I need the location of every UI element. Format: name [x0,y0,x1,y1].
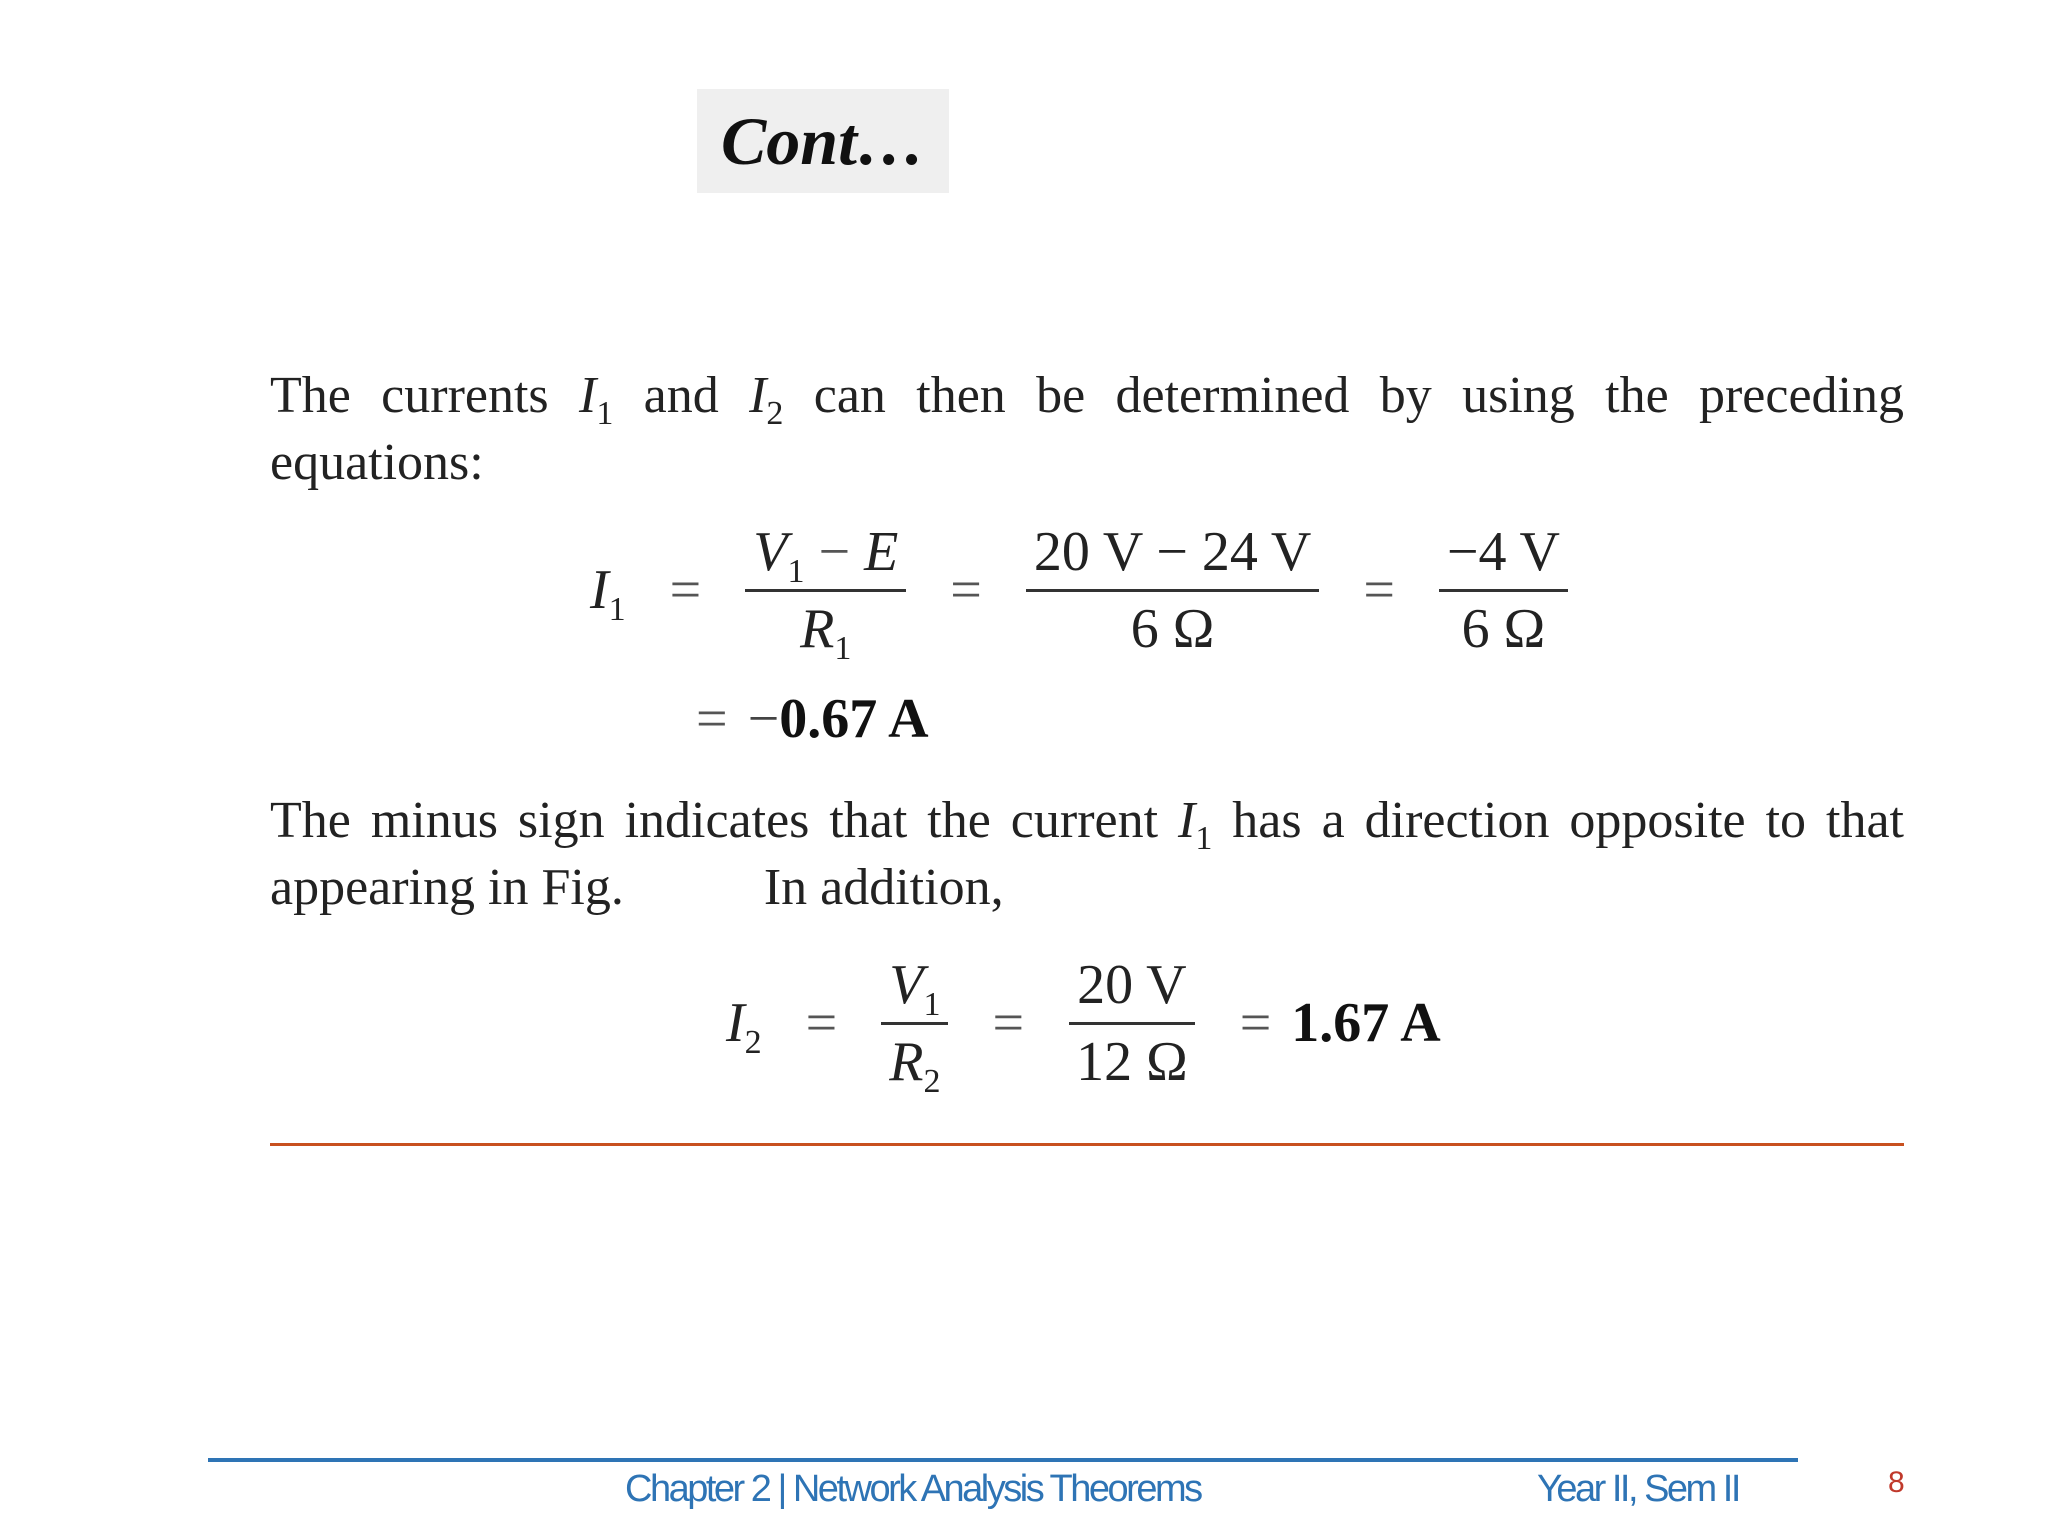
eq1-result-equals: = [696,688,728,750]
eq1-frac2-numerator: 20 V − 24 V [1026,521,1319,592]
para2-text-b: has a direction opposite to that appearing in Fig. [270,792,1904,916]
equation-i2 [726,948,1441,1098]
eq1-equals-1: = [669,559,702,621]
eq1-equals-2: = [950,559,982,621]
eq1-frac3-numerator: −4 V [1439,521,1568,592]
eq1-frac3-denominator: 6 Ω [1461,597,1546,660]
equation-i1-result [676,684,929,754]
eq1-fraction-simplified [1439,521,1568,660]
eq2-fraction-symbolic [881,953,948,1100]
para1-text-b: and [613,367,750,424]
eq1-fraction-numeric [1026,521,1319,660]
var-i2: $I_2$ [749,367,784,432]
eq2-lhs: $I_2$ [726,992,762,1061]
eq1-equals-3: = [1363,559,1395,621]
eq2-frac2-numerator: 20 V [1069,954,1194,1025]
eq2-equals-2: = [992,992,1025,1054]
eq2-equals-1: = [805,992,838,1054]
eq2-frac1-denominator: $R_2$ [889,1030,941,1100]
eq1-frac1-denominator: $R_1$ [800,597,852,667]
footer-divider [208,1458,1798,1462]
eq2-fraction-numeric [1068,954,1196,1093]
eq2-equals-3: = [1239,992,1272,1054]
footer-chapter: Chapter 2 | Network Analysis Theorems [625,1468,1201,1510]
slide-title: Cont… [697,89,949,193]
eq2-frac1-numerator: $V_1$ [881,954,948,1025]
eq2-result-value: 1.67 A [1291,992,1441,1054]
footer-term: Year II, Sem II [1537,1468,1739,1510]
paragraph-minus-sign [270,787,1904,921]
equation-i1 [590,515,1592,665]
para1-text-c: can then be determined by using the preceding equations: [270,367,1904,491]
eq1-frac1-numerator: $V_1 - E$ [745,521,906,592]
eq1-fraction-symbolic [745,520,906,667]
page-number: 8 [1888,1466,1905,1499]
var-i1-ref: $I_1$ [1178,792,1213,857]
paragraph-currents-intro [270,362,1904,496]
content-divider [270,1143,1904,1146]
eq2-frac2-denominator: 12 Ω [1076,1030,1188,1093]
eq1-lhs: $I_1$ [590,559,626,628]
para2-text-c: In addition, [763,859,1004,916]
para2-text-a: The minus sign indicates that the current [270,792,1178,849]
eq1-result-value: 0.67 A [779,688,929,750]
eq1-result-sign: − [747,688,780,750]
para1-text-a: The currents [270,367,579,424]
eq1-frac2-denominator: 6 Ω [1130,597,1215,660]
var-i1: $I_1$ [579,367,614,432]
